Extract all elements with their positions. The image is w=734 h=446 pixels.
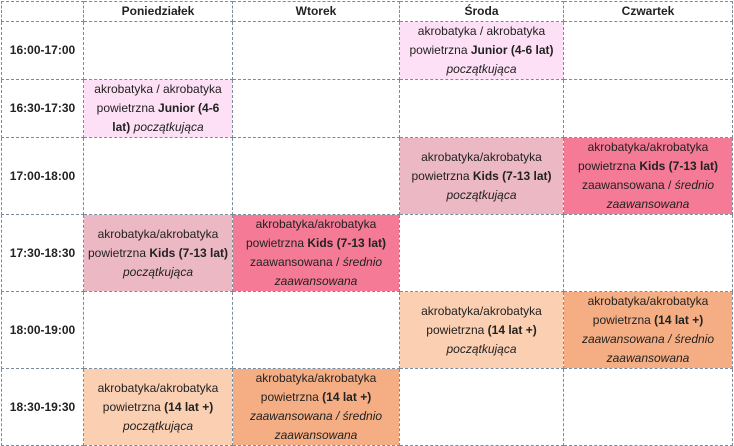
class-cell-adult-beginner [400, 292, 564, 369]
table-row [2, 80, 733, 138]
class-name: akrobatyka / akrobatyka powietrzna [409, 24, 546, 57]
class-age: (14 lat +) [322, 390, 372, 404]
class-age: Kids (7-13 lat) [639, 159, 719, 173]
class-cell-kids-beginner [84, 215, 233, 292]
class-name: akrobatyka/akrobatyka powietrzna [97, 380, 219, 414]
class-level: zaawansowana [249, 255, 333, 269]
class-age: Junior (4-6 lat) [112, 101, 220, 134]
class-age: (14 lat +) [164, 399, 214, 414]
class-name: akrobatyka/akrobatyka powietrzna [577, 140, 709, 173]
class-level: zaawansowana / średnio zaawansowana [249, 409, 383, 442]
empty-cell [233, 292, 400, 369]
class-name: akrobatyka / akrobatyka powietrzna [94, 82, 222, 115]
empty-cell [84, 138, 233, 215]
table-row [2, 369, 733, 446]
class-cell-adult-advanced [233, 369, 400, 446]
class-level-alt: średnio zaawansowana [606, 178, 715, 211]
class-cell-kids-advanced [233, 215, 400, 292]
table-row [2, 292, 733, 369]
header-row [2, 2, 733, 22]
time-slot: 18:00-19:00 [2, 292, 84, 369]
class-cell-adult-advanced [564, 292, 733, 369]
class-level: zaawansowana / średnio zaawansowana [581, 332, 715, 365]
class-name: akrobatyka/akrobatyka powietrzna [245, 217, 377, 250]
empty-cell [564, 22, 733, 80]
time-slot: 17:00-18:00 [2, 138, 84, 215]
time-slot: 16:30-17:30 [2, 80, 84, 138]
time-slot: 18:30-19:30 [2, 369, 84, 446]
class-level: początkująca [446, 341, 517, 356]
class-age: Junior (4-6 lat) [470, 43, 554, 57]
class-level-separator: / [664, 178, 675, 192]
time-slot: 16:00-17:00 [2, 22, 84, 80]
class-name: akrobatyka/akrobatyka powietrzna [411, 149, 542, 183]
class-cell-adult-beginner [84, 369, 233, 446]
day-header-monday: Poniedziałek [84, 2, 233, 22]
empty-cell [564, 215, 733, 292]
class-age: Kids (7-13 lat) [472, 168, 552, 183]
class-level: początkująca [133, 120, 204, 134]
day-header-wednesday: Środa [400, 2, 564, 22]
class-level: początkująca [122, 264, 194, 279]
day-header-tuesday: Wtorek [233, 2, 400, 22]
class-age: Kids (7-13 lat) [149, 245, 229, 260]
table-row [2, 138, 733, 215]
empty-cell [564, 369, 733, 446]
empty-cell [400, 215, 564, 292]
empty-cell [564, 80, 733, 138]
class-level: początkująca [122, 418, 194, 433]
class-cell-kids-advanced [564, 138, 733, 215]
schedule-table [1, 1, 733, 446]
class-age: Kids (7-13 lat) [307, 236, 387, 250]
class-level: początkująca [446, 62, 517, 76]
class-cell-junior [84, 80, 233, 138]
empty-cell [233, 138, 400, 215]
class-name: akrobatyka/akrobatyka powietrzna [87, 226, 219, 260]
empty-cell [233, 22, 400, 80]
empty-cell [84, 292, 233, 369]
class-cell-junior [400, 22, 564, 80]
class-level-separator: / [332, 255, 343, 269]
empty-cell [400, 369, 564, 446]
corner-cell [2, 2, 84, 22]
empty-cell [233, 80, 400, 138]
class-level-alt: średnio zaawansowana [274, 255, 383, 288]
class-age: (14 lat +) [487, 322, 537, 337]
empty-cell [400, 80, 564, 138]
class-name: akrobatyka/akrobatyka powietrzna [421, 303, 542, 337]
time-slot: 17:30-18:30 [2, 215, 84, 292]
empty-cell [84, 22, 233, 80]
class-cell-kids-beginner [400, 138, 564, 215]
table-row [2, 22, 733, 80]
class-level: zaawansowana [581, 178, 665, 192]
class-name: akrobatyka/akrobatyka powietrzna [255, 371, 377, 404]
class-level: początkująca [446, 187, 517, 202]
table-row [2, 215, 733, 292]
day-header-thursday: Czwartek [564, 2, 733, 22]
class-age: (14 lat +) [654, 313, 704, 327]
class-name: akrobatyka/akrobatyka powietrzna [587, 294, 709, 327]
